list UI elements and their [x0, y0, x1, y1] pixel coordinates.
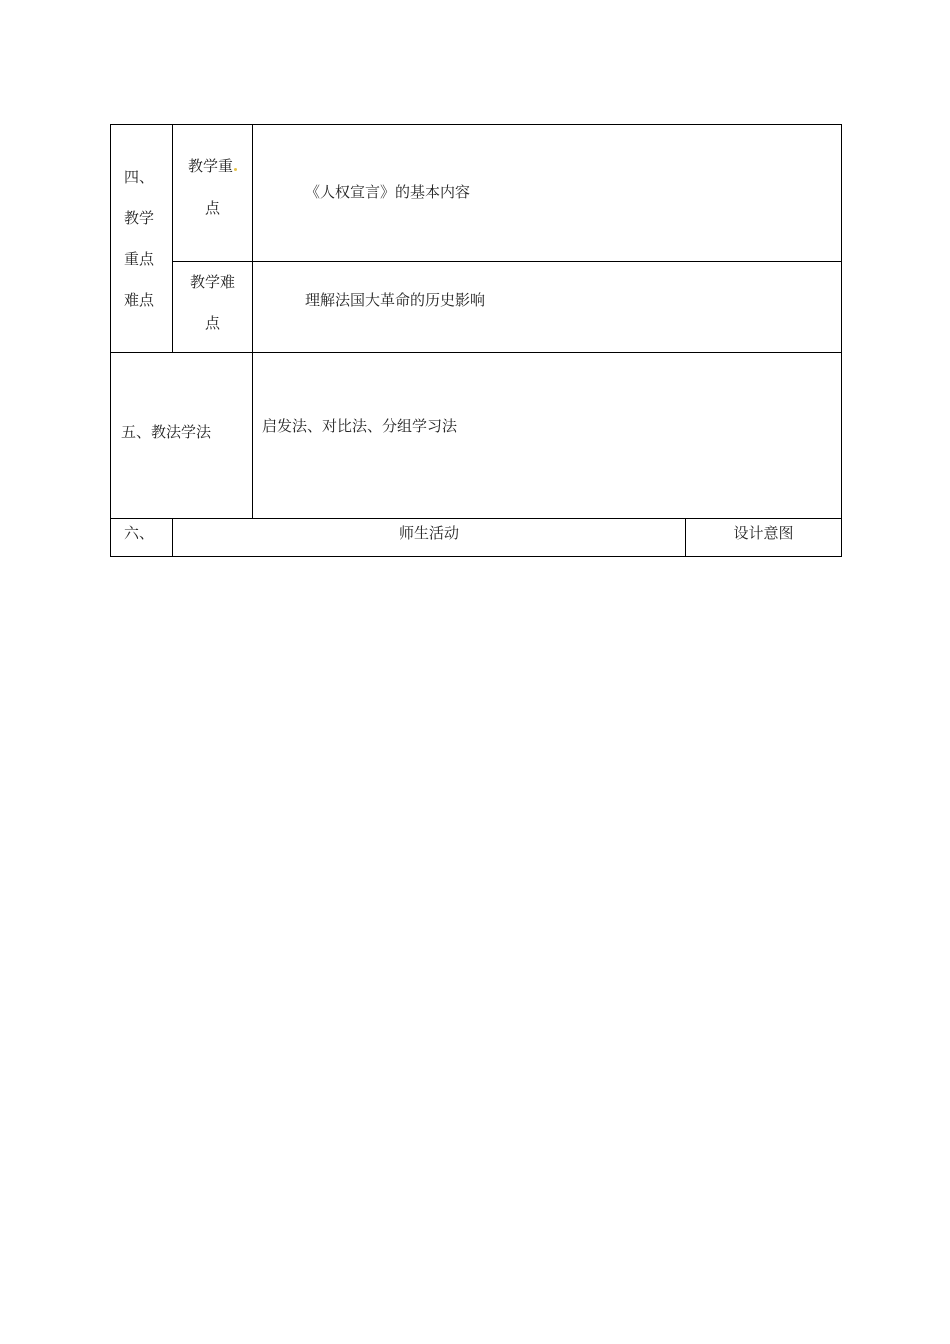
section5-label-cell — [111, 353, 253, 519]
table-row — [111, 262, 842, 353]
lesson-plan-table — [110, 124, 842, 557]
section4-label-line: 重点 — [124, 249, 155, 268]
teaching-focus-text: 《人权宣言》的基本内容 — [305, 182, 471, 201]
teaching-difficulty-content-cell — [253, 262, 842, 353]
teaching-difficulty-label-line: 点 — [204, 314, 220, 332]
section4-label-line: 教学 — [124, 208, 155, 227]
teaching-difficulty-text: 理解法国大革命的历史影响 — [305, 290, 486, 309]
teaching-focus-label: 教学重 — [187, 157, 233, 175]
annotation-mark-icon — [234, 168, 237, 171]
section6-label-cell — [111, 519, 173, 557]
table-row — [111, 519, 842, 557]
teaching-difficulty-label-cell — [173, 262, 253, 353]
activity-header-cell — [173, 519, 686, 557]
section5-content-cell — [253, 353, 842, 519]
intent-header: 设计意图 — [733, 524, 794, 542]
teaching-focus-content-cell — [253, 125, 842, 262]
section4-label-line: 难点 — [124, 290, 155, 309]
teaching-focus-label-line: 点 — [204, 199, 220, 217]
section4-label-cell — [111, 125, 173, 353]
section6-label: 六、 — [124, 524, 155, 542]
activity-header: 师生活动 — [398, 524, 459, 542]
teaching-focus-label-cell — [173, 125, 253, 262]
section4-label-line: 四、 — [124, 167, 155, 186]
table-row — [111, 353, 842, 519]
section5-label: 五、教法学法 — [121, 423, 212, 441]
teaching-difficulty-label-line: 教学难 — [189, 273, 235, 291]
table-row — [111, 125, 842, 262]
teaching-methods-text: 启发法、对比法、分组学习法 — [262, 417, 458, 435]
intent-header-cell — [686, 519, 842, 557]
